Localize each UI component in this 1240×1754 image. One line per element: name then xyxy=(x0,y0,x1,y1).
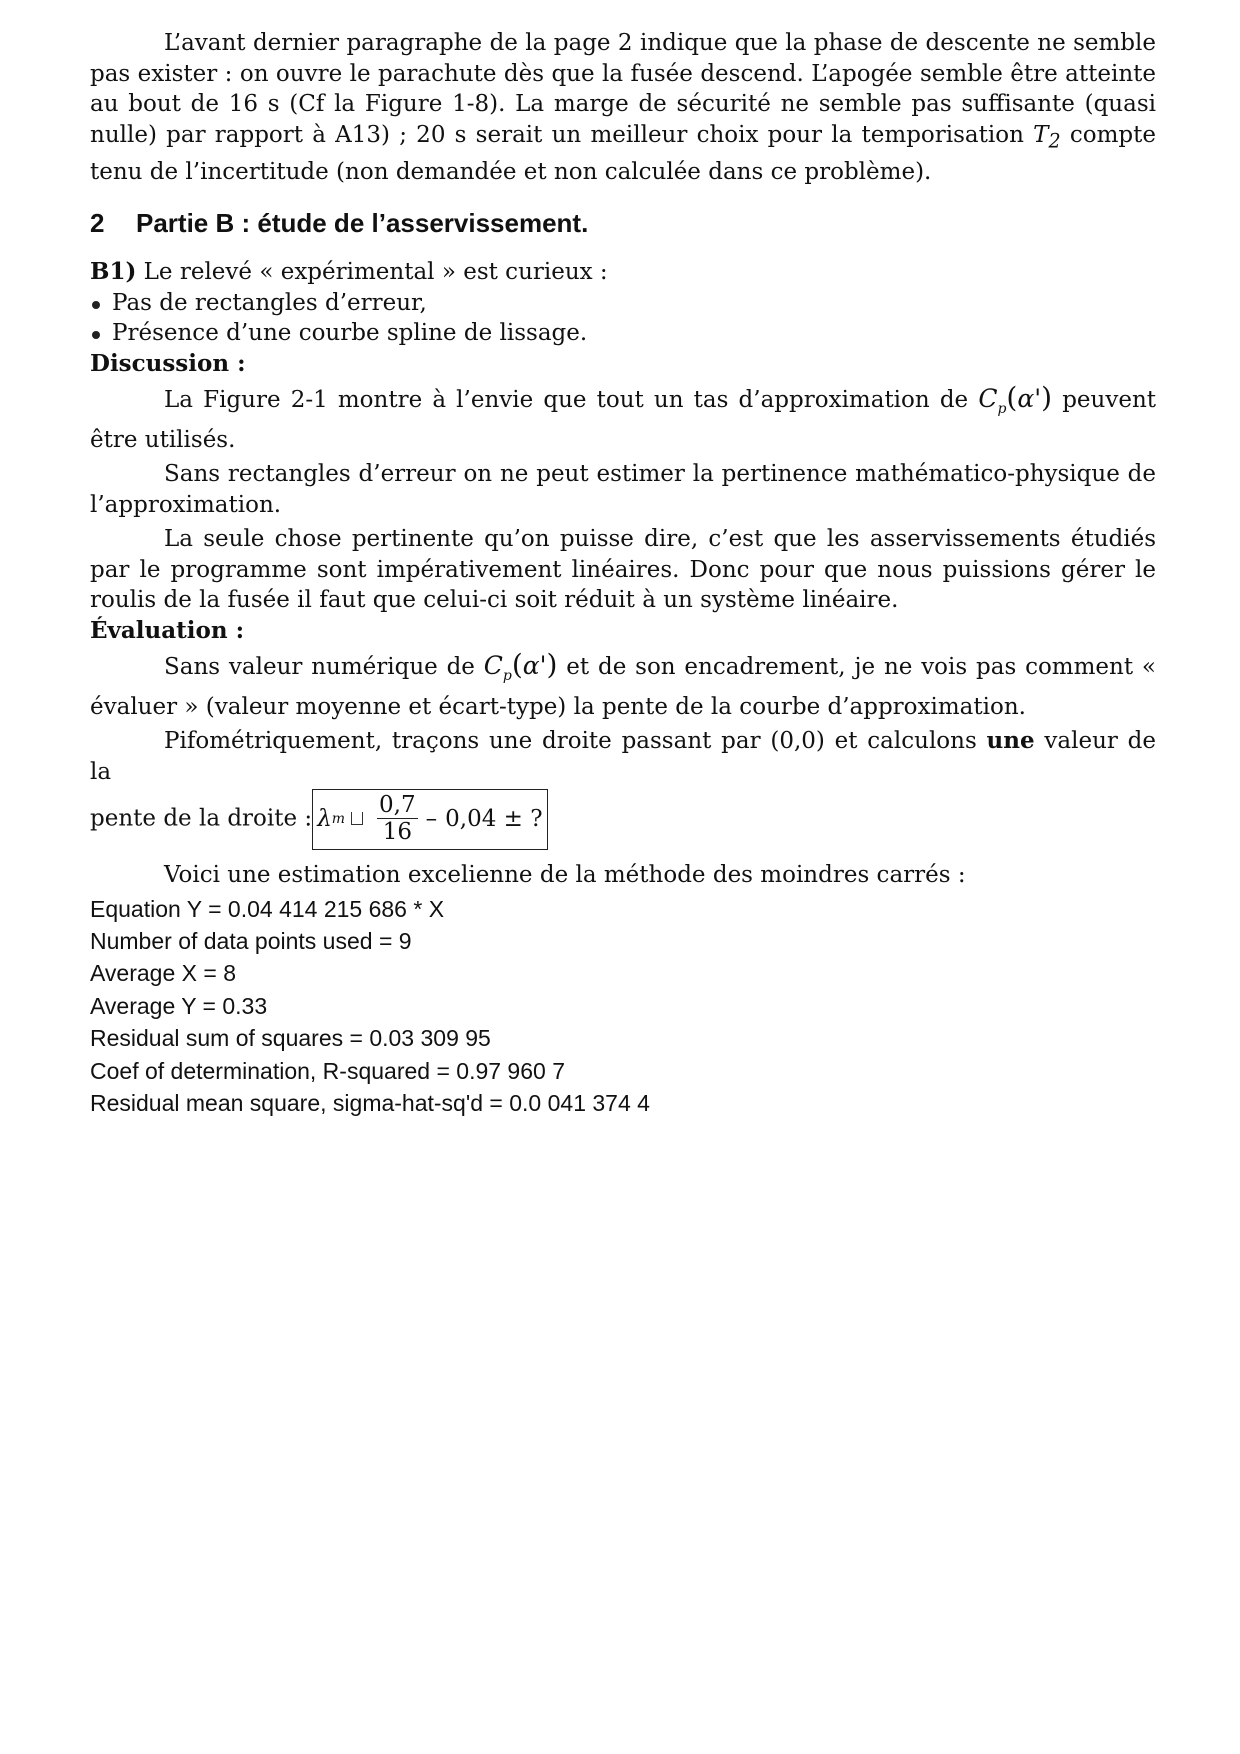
slope-formula-box: λ m $\frac{0,7}{16}$ – 0,04 ± ? xyxy=(312,789,547,850)
result-line: Coef of determination, R-squared = 0.97 960 7 xyxy=(90,1057,565,1084)
document-page xyxy=(90,28,1156,1119)
list-item: Pas de rectangles d’erreur, xyxy=(90,288,1156,319)
evaluation-paragraph-4: Voici une estimation excelienne de la méthode des moindres carrés : xyxy=(164,862,966,889)
discussion-paragraph-1: La Figure 2-1 montre à l’envie que tout un tas d’approximation de $C_p(\alpha')$ peuvent être utilisés. xyxy=(90,381,1157,453)
evaluation-paragraph-2: Pifométriquement, traçons une droite passant par (0,0) et calculons une valeur de la xyxy=(90,727,1156,785)
slope-line: pente de la droite : λ m $\frac{0,7}{16}$ – 0,04 ± ? xyxy=(90,789,1156,850)
t2-symbol: $T_2$ xyxy=(1033,121,1061,153)
result-line: Average X = 8 xyxy=(90,960,236,987)
b1-intro: B1) Le relevé « expérimental » est curieux : xyxy=(90,258,608,286)
b1-bullet-list xyxy=(90,288,1156,349)
cp-formula: $C_p(\alpha')$ xyxy=(483,648,558,685)
result-line: Number of data points used = 9 xyxy=(90,928,412,954)
discussion-heading: Discussion : xyxy=(90,349,246,377)
list-item: Présence d’une courbe spline de lissage. xyxy=(90,318,1156,349)
cp-formula: $C_p(\alpha')$ xyxy=(978,381,1053,418)
discussion-paragraph-3: La seule chose pertinente qu’on puisse dire, c’est que les asservissements étudiés par le programme sont impérativement linéaires. Donc pour que nous puissions gérer le roulis de la fusée il faut que celui-ci soit réduit à un système linéaire. xyxy=(90,526,1156,614)
evaluation-heading: Évaluation : xyxy=(90,616,245,644)
evaluation-paragraph-1: Sans valeur numérique de $C_p(\alpha')$ et de son encadrement, je ne vois pas comment « évaluer » (valeur moyenne et écart-type) la pente de la courbe d’approximation. xyxy=(90,648,1156,720)
discussion-paragraph-2: Sans rectangles d’erreur on ne peut estimer la pertinence mathématico-physique de l’approximation. xyxy=(90,461,1156,518)
section-heading: 2 Partie B : étude de l’asservissement. xyxy=(90,208,589,239)
approx-symbol xyxy=(351,812,363,825)
result-line: Residual sum of squares = 0.03 309 95 xyxy=(90,1025,491,1052)
bullet-icon xyxy=(92,301,100,309)
result-line: Residual mean square, sigma-hat-sq'd = 0.0 041 374 4 xyxy=(90,1090,650,1117)
result-line: Average Y = 0.33 xyxy=(90,992,268,1019)
regression-results xyxy=(90,893,1156,1120)
intro-paragraph: L’avant dernier paragraphe de la page 2 indique que la phase de descente ne semble pas exister : on ouvre le parachute dès que la fusée descend. L’apogée semble être atteinte au bout de 16 s (Cf la Figure 1-8). La marge de sécurité ne semble pas suffisante (quasi nulle) par rapport à A13) ; 20 s serait un meilleur choix pour la temporisation $T_2$ compte tenu de l’incertitude (non demandée et non calculée dans ce problème). xyxy=(90,30,1156,185)
bullet-icon xyxy=(92,331,100,339)
result-line: Equation Y = 0.04 414 215 686 * X xyxy=(90,895,445,922)
fraction: $\frac{0,7}{16}$ xyxy=(379,792,416,846)
